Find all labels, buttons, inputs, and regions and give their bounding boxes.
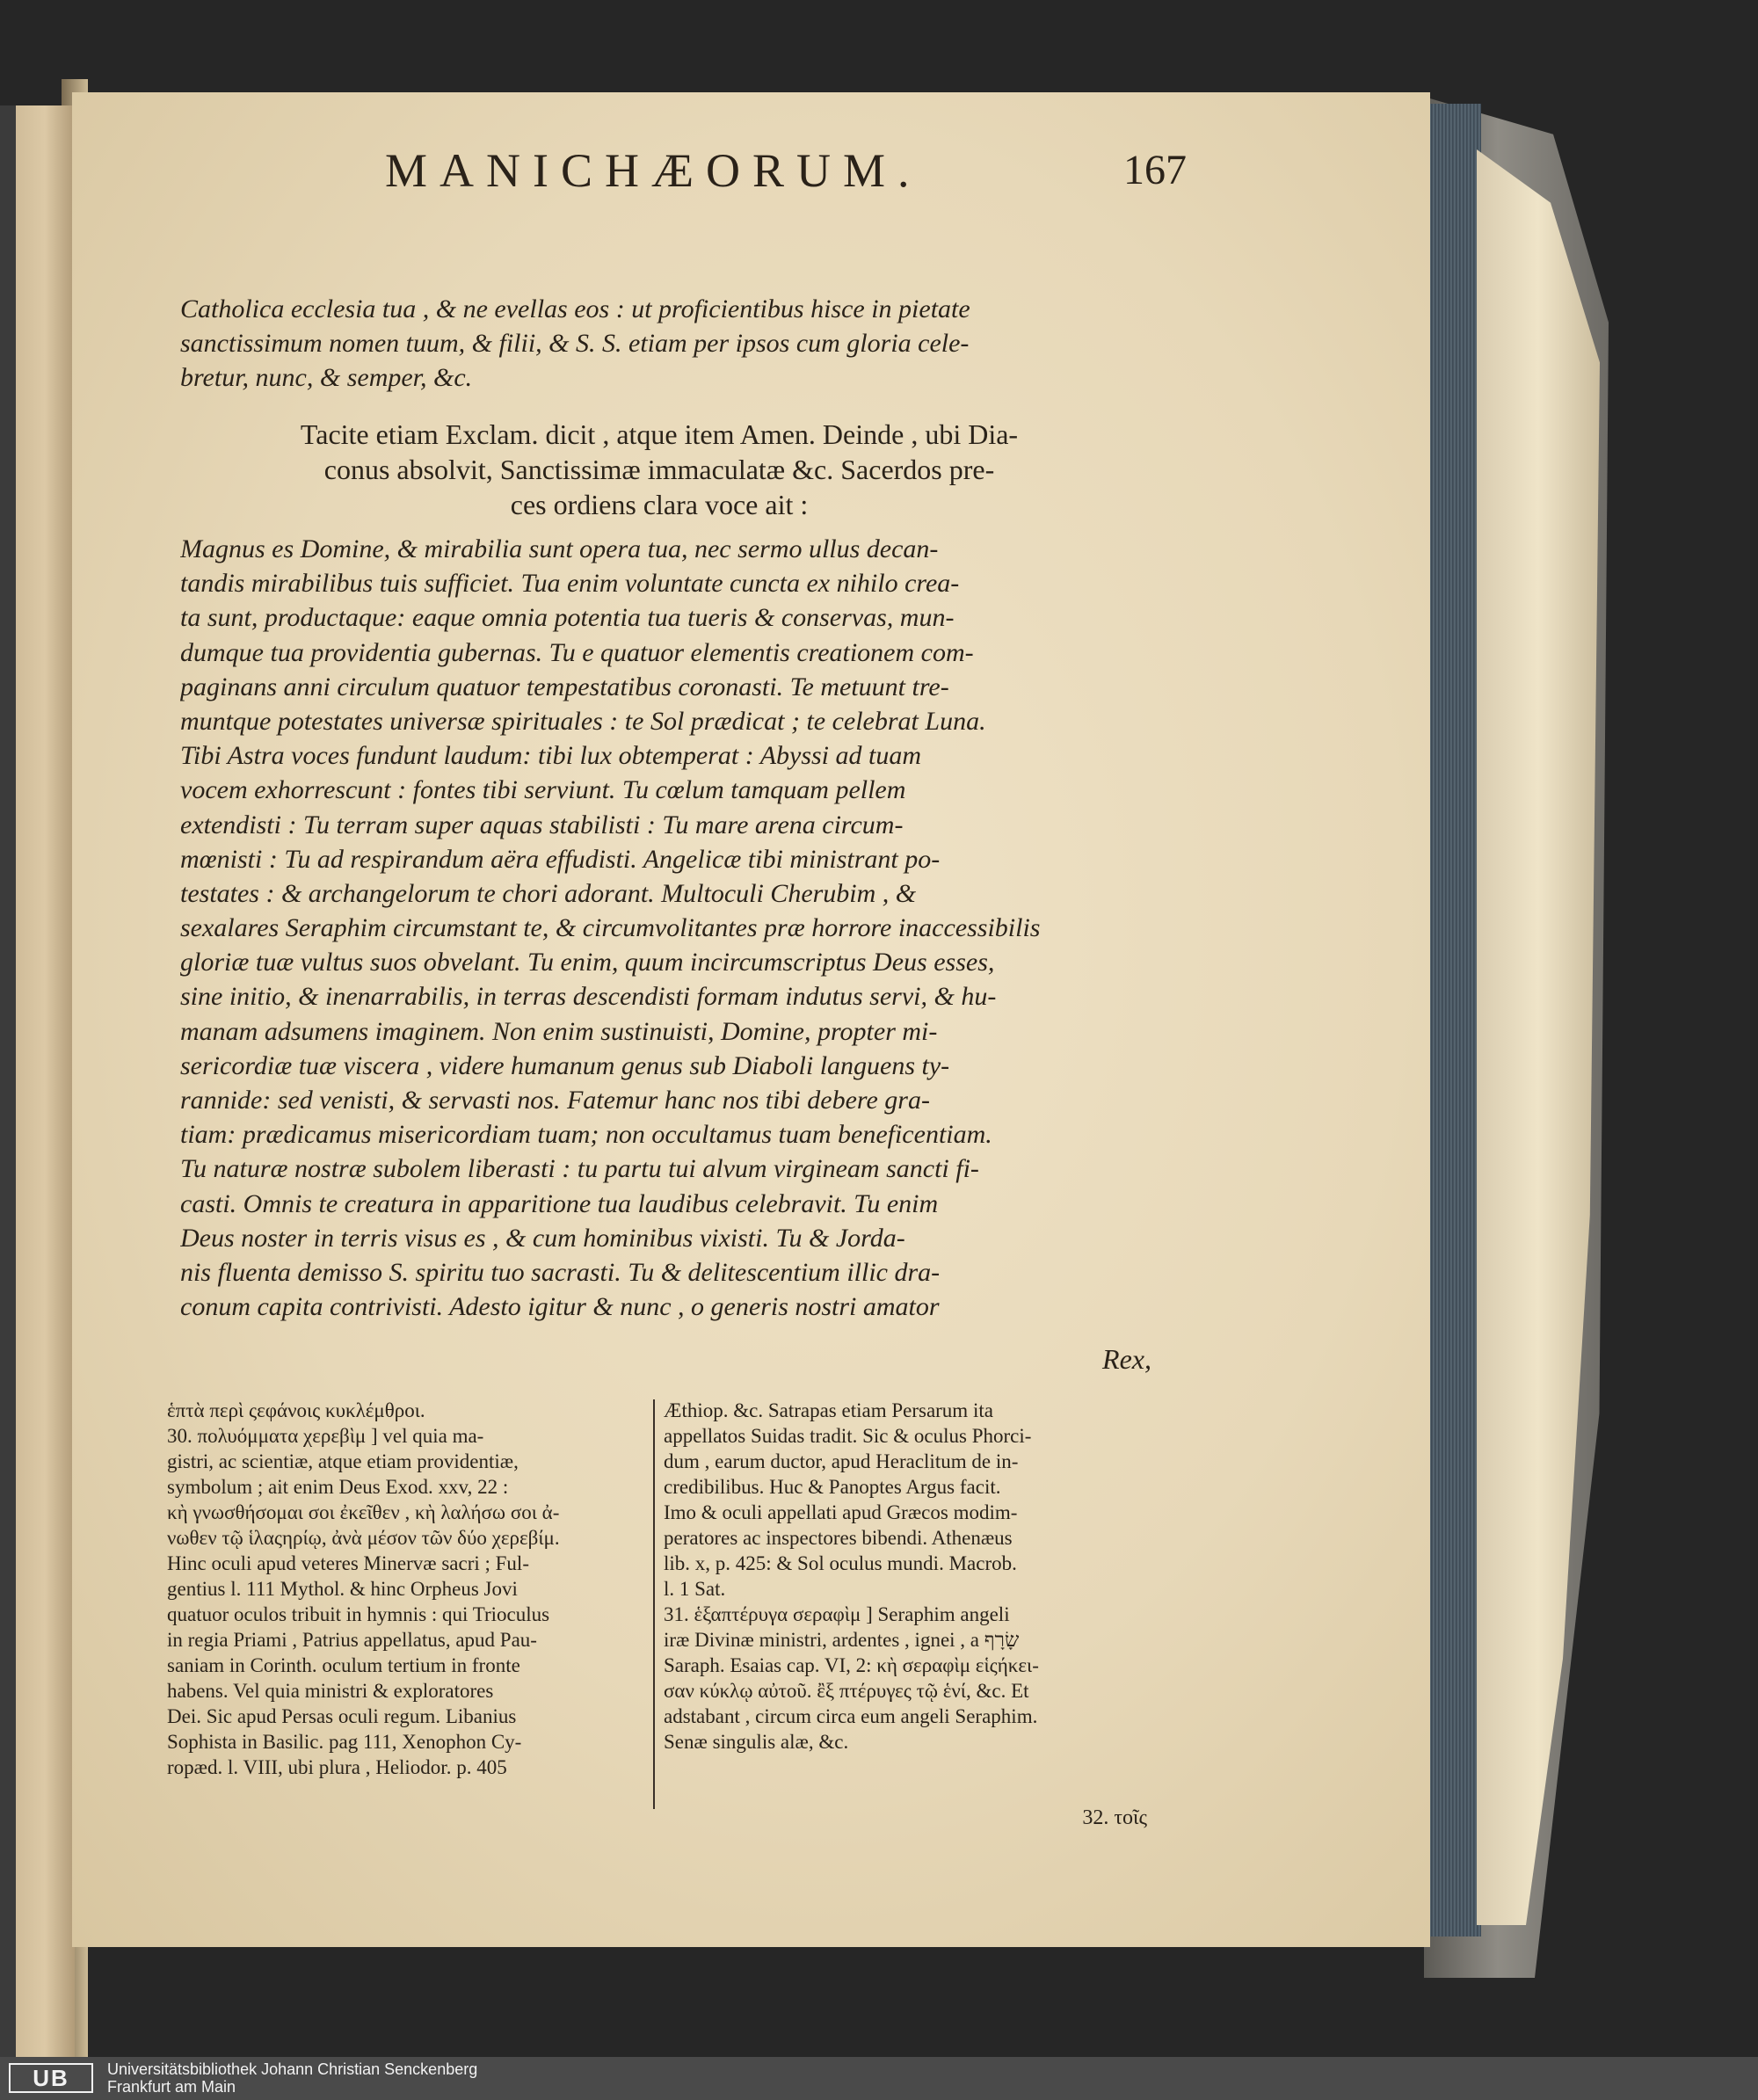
page-stack-edge [1428,104,1481,1937]
note-line: Sophista in Basilic. pag 111, Xenophon Cy- [167,1731,522,1753]
left-cover-edge [0,105,16,2057]
footnotes-right-column [664,1398,1151,1755]
library-footer-bar [0,2057,1758,2100]
note-line: l. 1 Sat. [664,1578,726,1600]
note-line: iræ Divinæ ministri, ardentes , ignei , a שָׂרָף [664,1629,1020,1651]
note-line: νωθεν τῷ ἱλαςηρίῳ, ἀνὰ μέσον τῶν δύο χερεβίμ. [167,1527,560,1549]
note-line: Saraph. Esaias cap. VI, 2: κὴ σεραφὶμ εἱςήκει- [664,1654,1039,1676]
note-line: Æthiop. &c. Satrapas etiam Persarum ita [664,1399,993,1421]
library-name: Universitätsbibliothek Johann Christian Senckenberg [107,2060,478,2078]
catchword: 32. τοῖς [1082,1806,1147,1829]
text-line: sanctissimum nomen tuum, & filii, & S. S. etiam per ipsos cum gloria cele- [180,329,970,359]
text-line: rannide: sed venisti, & servasti nos. Fatemur hanc nos tibi debere gra- [180,1086,930,1115]
liturgy-block-a [180,292,1156,396]
text-line: sine initio, & inenarrabilis, in terras descendisti formam indutus servi, & hu- [180,982,997,1012]
note-line: ropæd. l. VIII, ubi plura , Heliodor. p. 405 [167,1756,507,1778]
text-line: Tu naturæ nostræ subolem liberasti : tu partu tui alvum virgineam sancti fi- [180,1154,979,1184]
note-line: credibilibus. Huc & Panoptes Argus facit. [664,1476,1001,1498]
text-line: mœnisti : Tu ad respirandum aëra effudisti. Angelicæ tibi ministrant po- [180,844,941,874]
text-line: muntque potestates universæ spirituales : te Sol prædicat ; te celebrat Luna. [180,706,986,736]
text-line: conus absolvit, Sanctissimæ immaculatæ &c. Sacerdos pre- [323,454,995,485]
text-line: Deus noster in terris visus es , & cum hominibus vixisti. Tu & Jorda- [180,1223,905,1253]
note-line: quatuor oculos tribuit in hymnis : qui Trioculus [167,1603,550,1625]
text-line: nis fluenta demisso S. spiritu tuo sacrasti. Tu & delitescentium illic dra- [180,1257,941,1287]
text-line: ces ordiens clara voce ait : [510,489,809,520]
note-line: Imo & oculi appellati apud Græcos modim- [664,1501,1018,1523]
prayer-last-word: Rex, [1102,1343,1151,1375]
text-line: Tacite etiam Exclam. dicit , atque item Amen. Deinde , ubi Dia- [300,418,1019,450]
text-line: tandis mirabilibus tuis sufficiet. Tua enim voluntate cuncta ex nihilo crea- [180,569,960,599]
text-line: sexalares Seraphim circumstant te, & circumvolitantes præ horrore inaccessibilis [180,913,1041,943]
footnotes-left-column [167,1398,659,1780]
note-line: 30. πολυόμματα χερεβὶμ ] vel quia ma- [167,1425,484,1447]
text-line: extendisti : Tu terram super aquas stabilisti : Tu mare arena circum- [180,810,904,839]
note-line: saniam in Corinth. oculum tertium in fronte [167,1654,520,1676]
note-line: σαν κύκλῳ αὐτοῦ. ἒξ πτέρυγες τῷ ἑνί, &c. Et [664,1680,1029,1702]
note-line: peratores ac inspectores bibendi. Athenæus [664,1527,1013,1549]
note-line: Hinc oculi apud veteres Minervæ sacri ; Ful- [167,1552,529,1574]
page-number: 167 [1123,147,1187,193]
text-line: conum capita contrivisti. Adesto igitur & nunc , o generis nostri amator [180,1292,940,1322]
text-line: tiam: prædicamus misericordiam tuam; non occultamus tuam beneficentiam. [180,1120,992,1150]
note-line: adstabant , circum circa eum angeli Seraphim. [664,1705,1038,1727]
text-line: dumque tua providentia gubernas. Tu e quatuor elementis creationem com- [180,637,974,667]
text-line: manam adsumens imaginem. Non enim sustinuisti, Domine, propter mi- [180,1016,938,1046]
note-line: ἑπτὰ περὶ ςεφάνοις κυκλέμθροι. [167,1399,425,1421]
text-line: Tibi Astra voces fundunt laudum: tibi lux obtemperat : Abyssi ad tuam [180,741,922,771]
library-city: Frankfurt am Main [107,2078,236,2096]
note-line: gentius l. 111 Mythol. & hinc Orpheus Jovi [167,1578,518,1600]
note-line: lib. x, p. 425: & Sol oculus mundi. Macrob. [664,1552,1017,1574]
text-line: Catholica ecclesia tua , & ne evellas eos : ut proficientibus hisce in pietate [180,294,970,323]
text-line: sericordiæ tuæ viscera , videre humanum genus sub Diaboli languens ty- [180,1050,950,1080]
note-line: habens. Vel quia ministri & exploratores [167,1680,494,1702]
note-line: κὴ γνωσθήσομαι σοι ἐκεῖθεν , κὴ λαλήσω σοι ἀ- [167,1501,560,1523]
prayer-block [180,532,1156,1324]
note-line: in regia Priami , Patrius appellatus, apud Pau- [167,1629,537,1651]
note-line: dum , earum ductor, apud Heraclitum de in- [664,1450,1019,1472]
note-line: Senæ singulis alæ, &c. [664,1731,849,1753]
text-line: bretur, nunc, & semper, &c. [180,363,473,393]
note-line: symbolum ; ait enim Deus Exod. xxv, 22 : [167,1476,509,1498]
note-line: gistri, ac scientiæ, atque etiam providentiæ, [167,1450,519,1472]
text-line: Magnus es Domine, & mirabilia sunt opera tua, nec sermo ullus decan- [180,534,939,563]
text-line: paginans anni circulum quatuor tempestatibus coronasti. Te metuunt tre- [180,672,949,701]
text-line: ta sunt, productaque: eaque omnia potentia tua tueris & conservas, mun- [180,603,955,633]
note-line: appellatos Suidas tradit. Sic & oculus Phorci- [664,1425,1032,1447]
note-line: 31. ἑξαπτέρυγα σεραφὶμ ] Seraphim angeli [664,1603,1010,1625]
text-line: vocem exhorrescunt : fontes tibi serviunt. Tu cœlum tamquam pellem [180,775,906,805]
rubric-block [158,417,1160,522]
text-line: casti. Omnis te creatura in apparitione tua laudibus celebravit. Tu enim [180,1188,939,1218]
text-line: gloriæ tuæ vultus suos obvelant. Tu enim, quum incircumscriptus Deus esses, [180,948,995,977]
tissue-sheet [1477,149,1600,1925]
note-line: Dei. Sic apud Persas oculi regum. Libanius [167,1705,517,1727]
running-title: MANICHÆORUM. [385,144,922,197]
text-line: testates : & archangelorum te chori adorant. Multoculi Cherubim , & [180,878,917,908]
ub-logo: UB [9,2063,93,2093]
